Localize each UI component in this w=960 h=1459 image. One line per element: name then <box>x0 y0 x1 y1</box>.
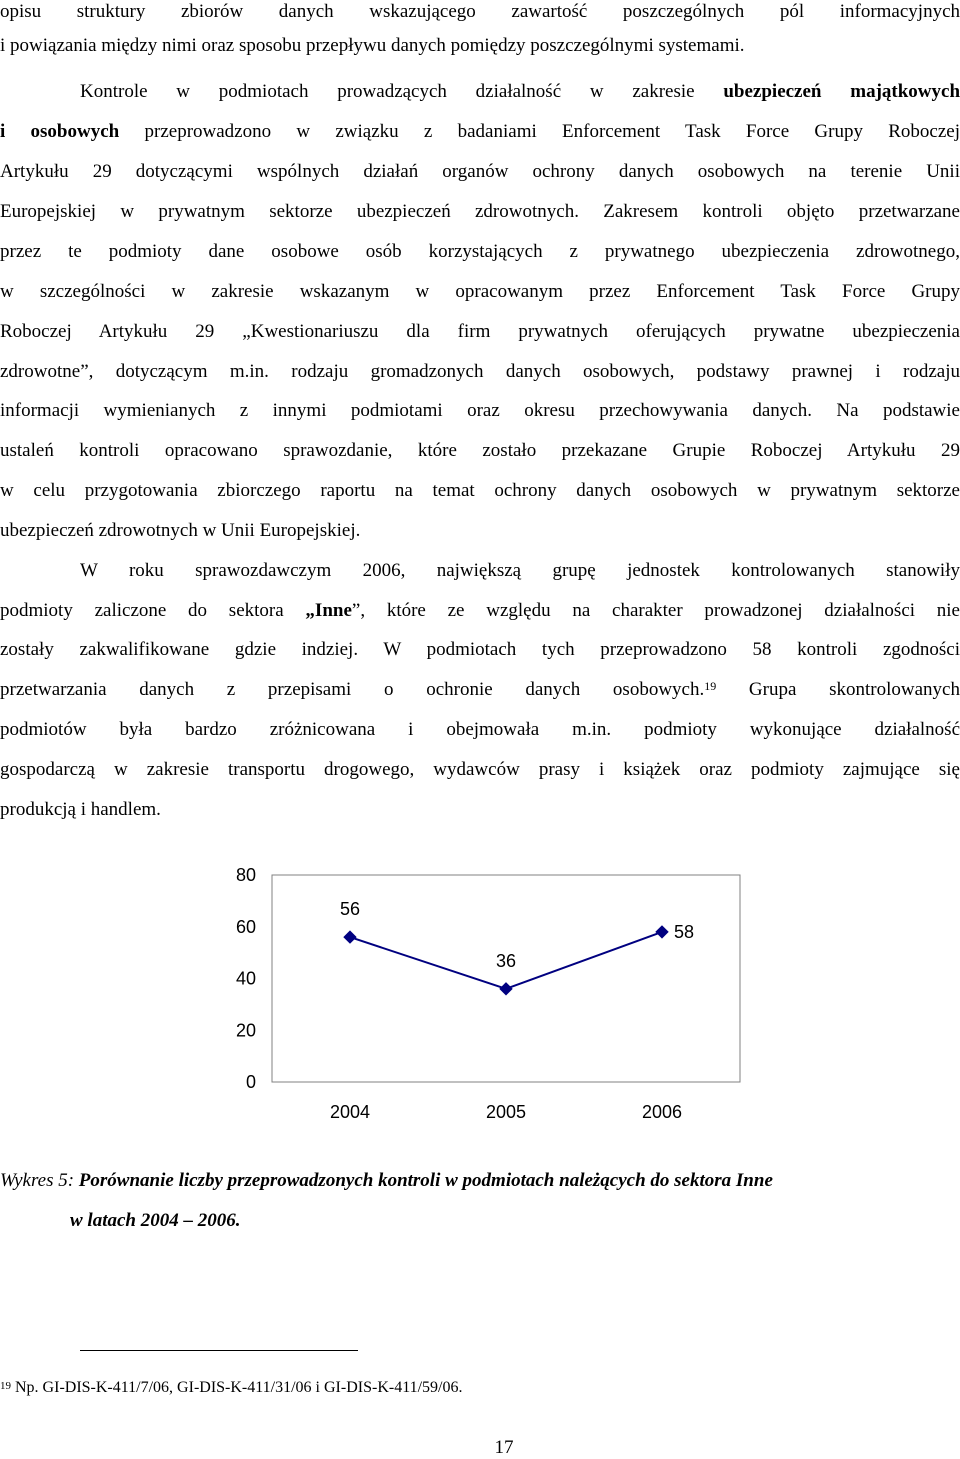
line-chart <box>220 855 760 1135</box>
body-line: ustaleń kontroli opracowano sprawozdanie, które zostało przekazane Grupie Roboczej Artykułu 29 <box>0 440 960 461</box>
footnote-reference[interactable]: 19 <box>704 679 717 693</box>
body-line: zostały zakwalifikowane gdzie indziej. W podmiotach tych przeprowadzono 58 kontroli zgodności <box>0 639 960 660</box>
body-line: opisu struktury zbiorów danych wskazującego zawartość poszczególnych pól informacyjnych <box>0 1 960 22</box>
body-line: Roboczej Artykułu 29 „Kwestionariuszu dla firm prywatnych oferujących prywatne ubezpieczenia <box>0 321 960 342</box>
x-tick-label: 2004 <box>329 1102 371 1122</box>
data-label: 58 <box>674 921 695 942</box>
figure-caption-line2: w latach 2004 – 2006. <box>70 1210 241 1231</box>
body-line: w celu przygotowania zbiorczego raportu na temat ochrony danych osobowych w prywatnym sektorze <box>0 480 960 501</box>
body-line: W roku sprawozdawczym 2006, największą grupę jednostek kontrolowanych stanowiły <box>80 560 960 581</box>
figure-caption: Wykres 5: Porównanie liczby przeprowadzonych kontroli w podmiotach należących do sektora Inne <box>0 1170 773 1191</box>
body-line: gospodarczą w zakresie transportu drogowego, wydawców prasy i książek oraz podmioty zajmujące się <box>0 759 960 780</box>
y-tick-label: 60 <box>235 916 256 937</box>
data-label: 36 <box>495 950 517 971</box>
y-tick-label: 0 <box>245 1072 256 1092</box>
x-tick-label: 2005 <box>485 1102 527 1122</box>
body-line: i osobowych przeprowadzono w związku z badaniami Enforcement Task Force Grupy Roboczej <box>0 121 960 142</box>
body-line: przetwarzania danych z przepisami o ochronie danych osobowych.$^{19}$ Grupa skontrolowanych <box>0 679 960 700</box>
footnote: $^{19}$ Np. GI-DIS-K-411/7/06, GI-DIS-K-411/31/06 i GI-DIS-K-411/59/06. <box>0 1379 463 1396</box>
body-line: informacji wymienianych z innymi podmiotami oraz okresu przechowywania danych. Na podstawie <box>0 400 960 421</box>
body-line: Europejskiej w prywatnym sektorze ubezpieczeń zdrowotnych. Zakresem kontroli objęto przetwarzane <box>0 201 960 222</box>
y-tick-label: 80 <box>235 865 256 885</box>
footnote-separator <box>80 1350 358 1351</box>
body-line: Kontrole w podmiotach prowadzących działalność w zakresie ubezpieczeń majątkowych <box>80 81 960 102</box>
body-line: produkcją i handlem. <box>0 799 161 820</box>
body-line: w szczególności w zakresie wskazanym w opracowanym przez Enforcement Task Force Grupy <box>0 281 960 302</box>
body-line: podmioty zaliczone do sektora „Inne”, które ze względu na charakter prowadzonej działalności nie <box>0 600 960 621</box>
body-line: i powiązania między nimi oraz sposobu przepływu danych pomiędzy poszczególnymi systemami. <box>0 35 745 56</box>
x-tick-label: 2006 <box>641 1102 683 1122</box>
body-line: Artykułu 29 dotyczącymi wspólnych działań organów ochrony danych osobowych na terenie Unii <box>0 161 960 182</box>
y-tick-label: 20 <box>235 1020 256 1041</box>
body-line: przez te podmioty dane osobowe osób korzystających z prywatnego ubezpieczenia zdrowotnego, <box>0 241 960 262</box>
body-line: podmiotów była bardzo zróżnicowana i obejmowała m.in. podmioty wykonujące działalność <box>0 719 960 740</box>
body-line: ubezpieczeń zdrowotnych w Unii Europejskiej. <box>0 520 361 541</box>
body-line: zdrowotne”, dotyczącym m.in. rodzaju gromadzonych danych osobowych, podstawy prawnej i rodzaju <box>0 361 960 382</box>
page-number: 17 <box>494 1437 514 1458</box>
y-tick-label: 40 <box>235 968 256 989</box>
data-label: 56 <box>339 899 361 920</box>
